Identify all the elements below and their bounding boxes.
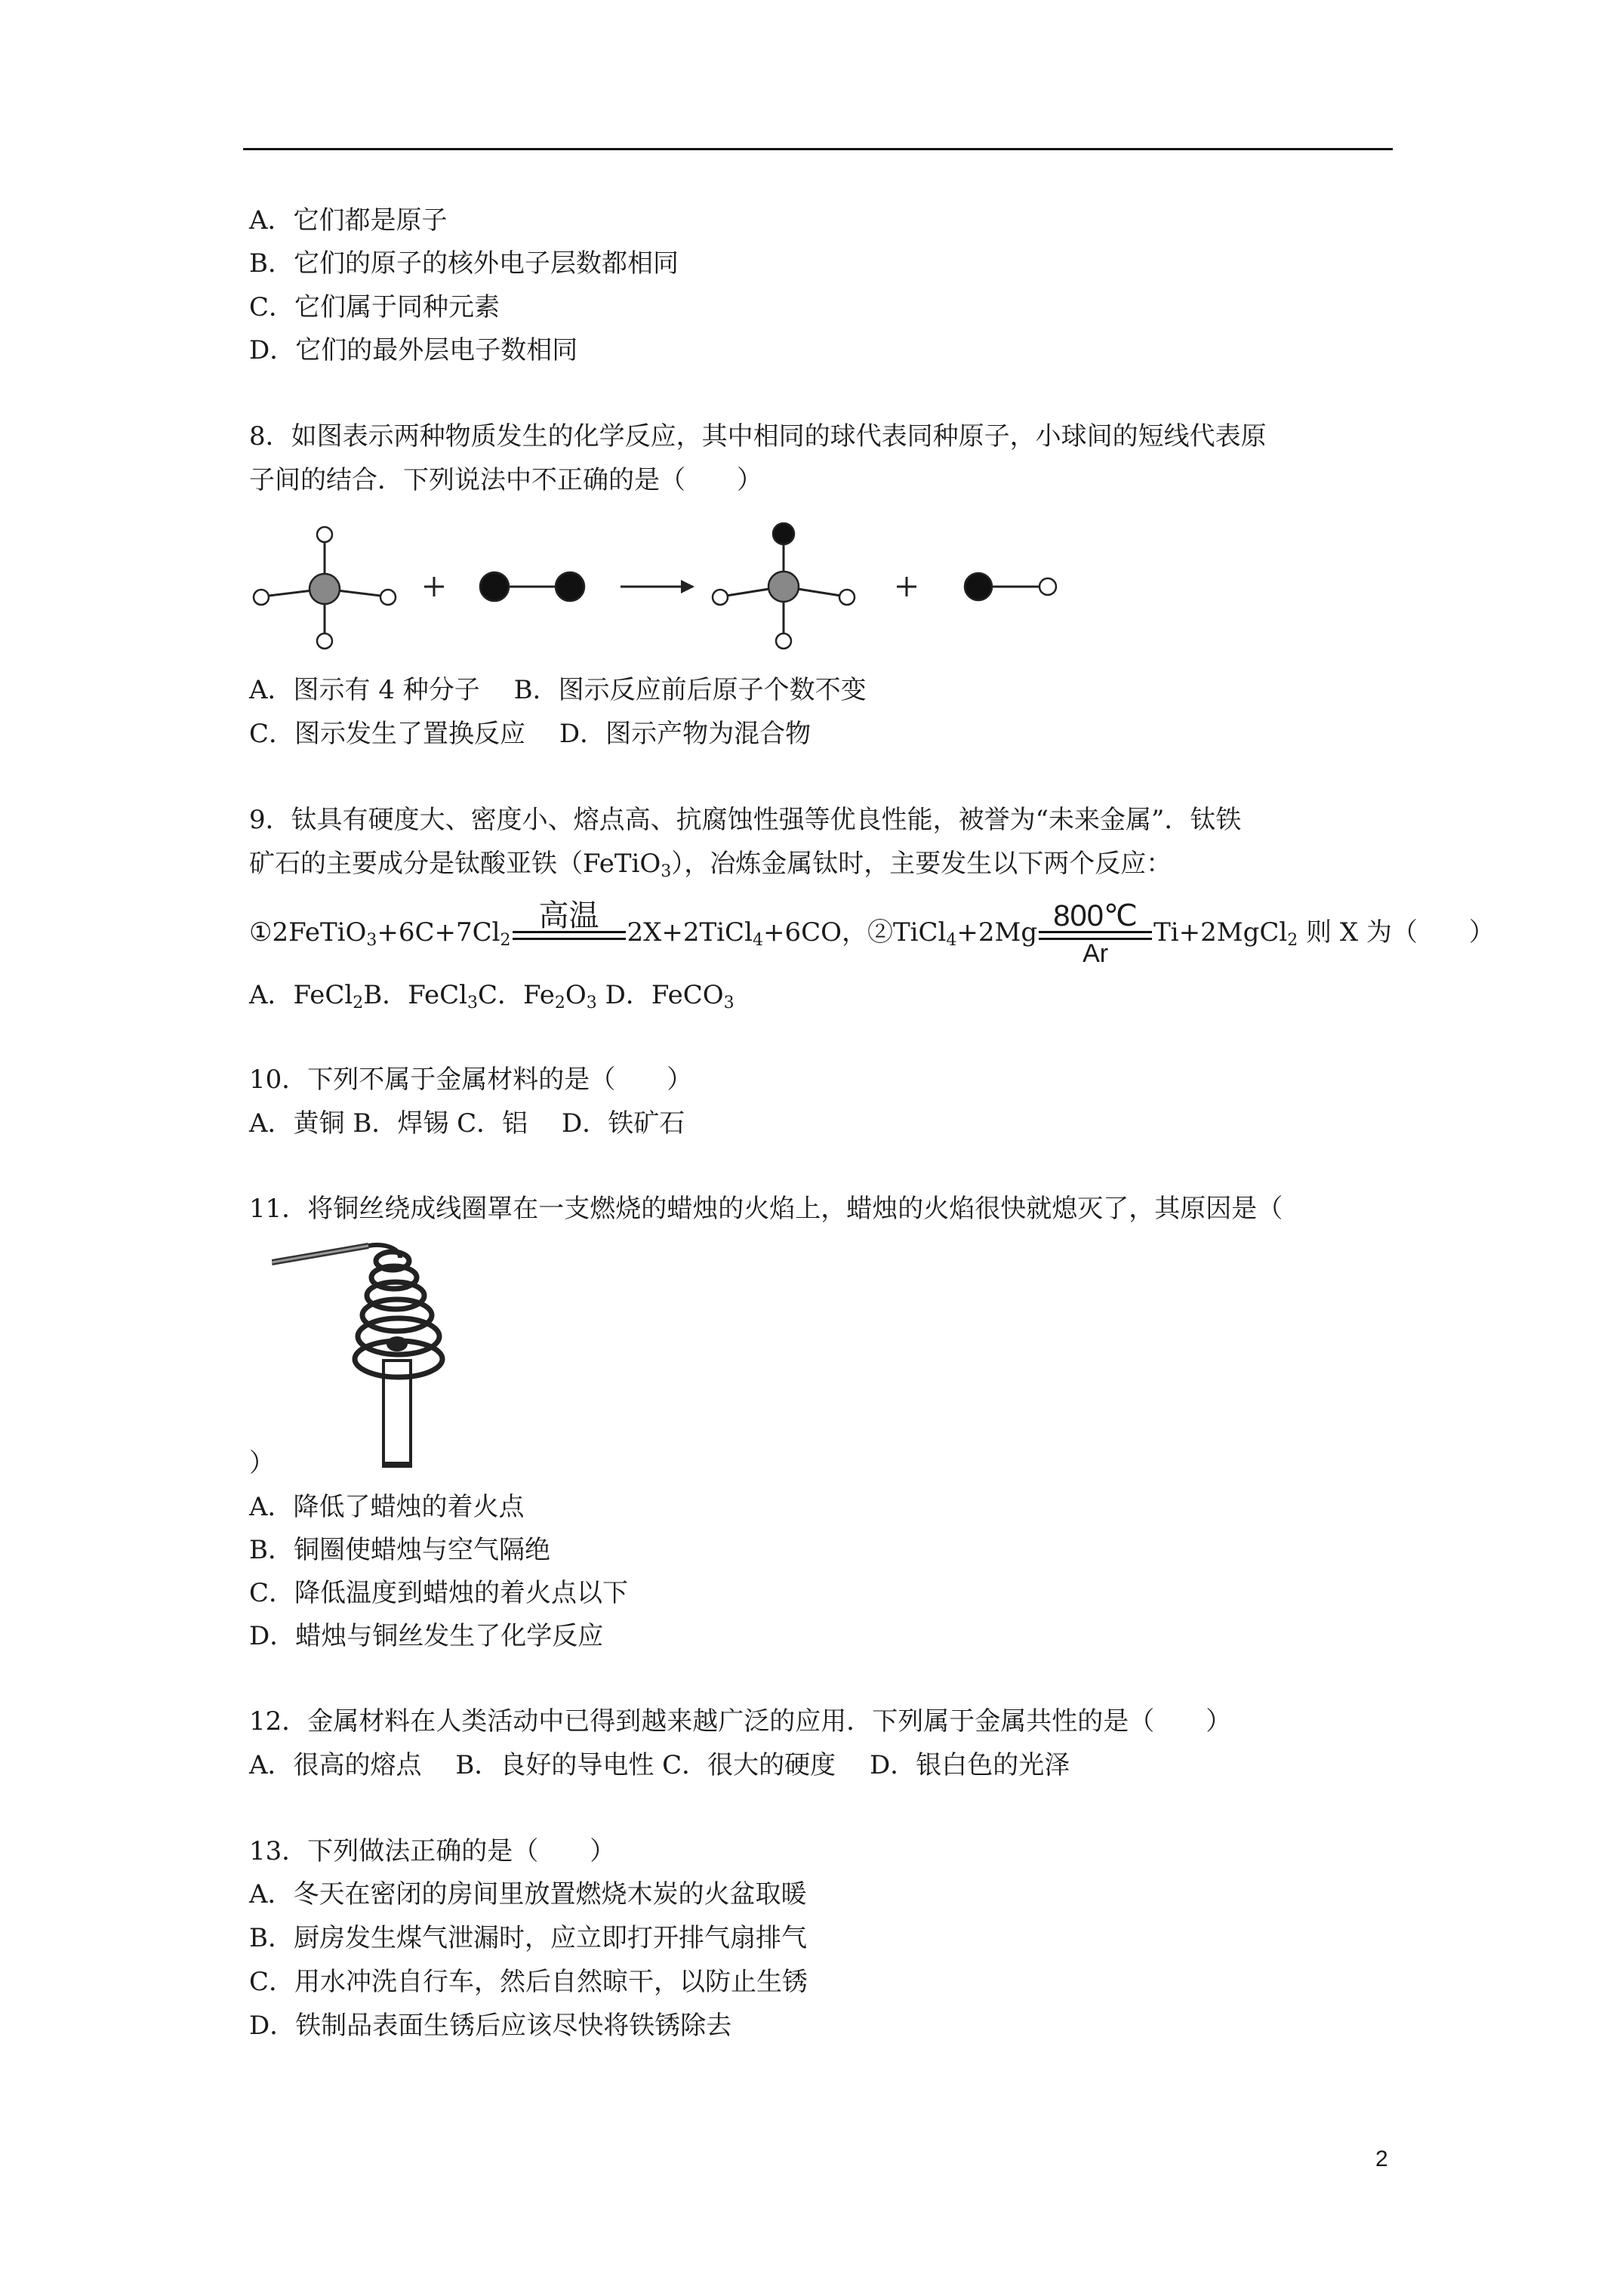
eq2-condition: 800℃ Ar xyxy=(1039,901,1152,967)
q10-options: A．黄铜 B．焊锡 C．铝 D．铁矿石 xyxy=(249,1108,685,1139)
q13-option-a: A．冬天在密闭的房间里放置燃烧木炭的火盆取暖 xyxy=(249,1879,807,1909)
q8-stem-line2: 子间的结合．下列说法中不正确的是（ ） xyxy=(249,465,762,495)
q13-option-d: D．铁制品表面生锈后应该尽快将铁锈除去 xyxy=(249,2011,732,2041)
q9-stem-line1: 9．钛具有硬度大、密度小、熔点高、抗腐蚀性强等优良性能，被誉为“未来金属”．钛铁 xyxy=(249,805,1242,835)
page-number: 2 xyxy=(1375,2147,1388,2171)
q8-options-row1: A．图示有 4 种分子 B．图示反应前后原子个数不变 xyxy=(249,675,867,705)
q7-option-a: A．它们都是原子 xyxy=(249,205,448,236)
q12-options: A．很高的熔点 B．良好的导电性 C．很大的硬度 D．银白色的光泽 xyxy=(249,1750,1070,1780)
q7-option-d: D．它们的最外层电子数相同 xyxy=(249,335,578,365)
q11-option-b: B．铜圈使蜡烛与空气隔绝 xyxy=(249,1535,550,1565)
q9-stem-line2: 矿石的主要成分是钛酸亚铁（FeTiO$_3$），冶炼金属钛时，主要发生以下两个反应： xyxy=(249,849,1172,881)
eq1-condition: 高温 xyxy=(513,901,626,967)
q13-option-c: C．用水冲洗自行车，然后自然晾干，以防止生锈 xyxy=(249,1967,808,1997)
q7-option-c: C．它们属于同种元素 xyxy=(249,292,500,322)
q9-equations: $①2FeTiO_3+6C+7Cl_2$ 高温 2X+2TiCl$_4$+6CO，②TiCl$_4$+2Mg 800℃ Ar Ti+2MgCl$_2$ 则 X 为（ ） xyxy=(249,899,1495,968)
q9-options: A．FeCl$_2$B．FeCl$_3$C．$Fe_2O_3$ D．FeCO$_3$ xyxy=(249,980,735,1012)
q10-stem: 10．下列不属于金属材料的是（ ） xyxy=(249,1065,693,1095)
q13-option-b: B．厨房发生煤气泄漏时，应立即打开排气扇排气 xyxy=(249,1923,807,1953)
q11-stem: 11．将铜丝绕成线圈罩在一支燃烧的蜡烛的火焰上，蜡烛的火焰很快就熄灭了，其原因是（ xyxy=(249,1194,1283,1224)
q8-reaction-diagram xyxy=(242,517,1087,653)
q11-option-d: D．蜡烛与铜丝发生了化学反应 xyxy=(249,1621,604,1651)
q11-candle-copper-coil-figure xyxy=(272,1231,445,1472)
q11-option-a: A．降低了蜡烛的着火点 xyxy=(249,1492,525,1522)
q8-stem-line1: 8．如图表示两种物质发生的化学反应，其中相同的球代表同种原子，小球间的短线代表原 xyxy=(249,421,1267,451)
q12-stem: 12．金属材料在人类活动中已得到越来越广泛的应用．下列属于金属共性的是（ ） xyxy=(249,1706,1232,1737)
q11-option-c: C．降低温度到蜡烛的着火点以下 xyxy=(249,1578,629,1608)
q11-stem-close: ） xyxy=(249,1448,275,1478)
q8-options-row2: C．图示发生了置换反应 D．图示产物为混合物 xyxy=(249,719,812,749)
header-rule xyxy=(243,148,1393,150)
q7-option-b: B．它们的原子的核外电子层数都相同 xyxy=(249,248,679,279)
q13-stem: 13．下列做法正确的是（ ） xyxy=(249,1836,616,1866)
